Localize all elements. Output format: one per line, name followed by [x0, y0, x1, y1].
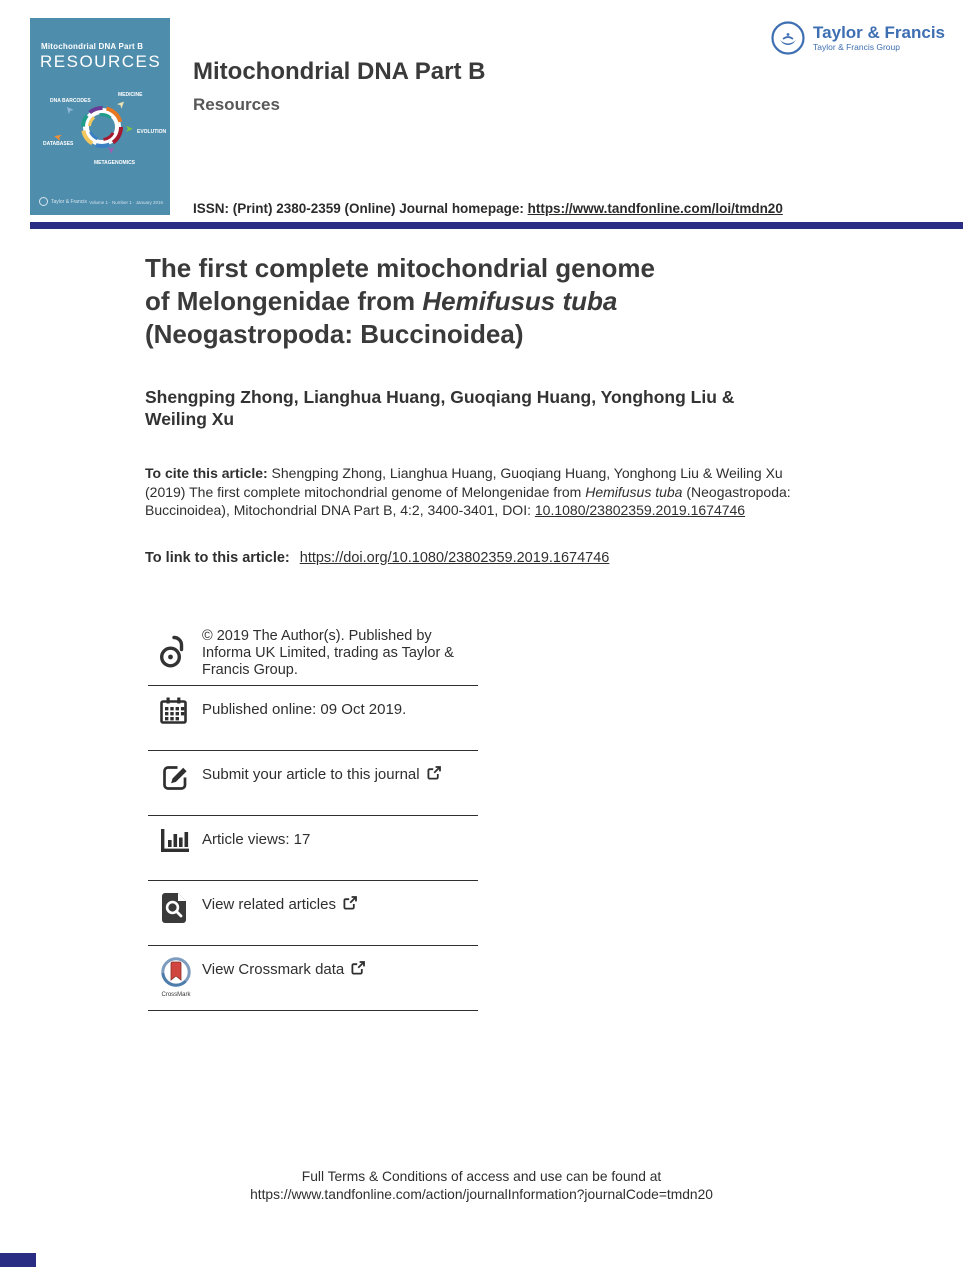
evolution-arrow-icon: ➤	[125, 124, 134, 135]
plasmid-ring-icon	[78, 103, 126, 151]
article-views-text: Article views: 17	[202, 831, 311, 848]
article-doi-link[interactable]: https://doi.org/10.1080/23802359.2019.1674746	[299, 550, 610, 566]
terms-line1: Full Terms & Conditions of access and use can be found at	[301, 1169, 662, 1184]
submit-article-link[interactable]	[202, 762, 441, 815]
cite-species: Hemifusus tuba	[585, 483, 683, 500]
ring-label-metagenomics: METAGENOMICS	[94, 160, 136, 166]
submit-article-label: Submit your article to this journal	[202, 766, 420, 783]
cover-publisher-logo-icon	[39, 197, 48, 206]
terms-footer	[0, 1168, 963, 1204]
terms-url[interactable]: https://www.tandfonline.com/action/journalInformation?journalCode=tmdn20	[250, 1187, 713, 1202]
author-list: Shengping Zhong, Lianghua Huang, Guoqiang Huang, Yonghong Liu & Weiling Xu	[145, 387, 735, 429]
ring-label-databases: DATABASES	[43, 141, 74, 147]
dna-barcodes-arrow-icon: ➤	[62, 102, 77, 117]
publisher-logo	[770, 20, 945, 56]
cite-text-1: Shengping Zhong, Lianghua Huang, Guoqiang Huang, Yonghong Liu & Weiling Xu (2019) The first complete mitochondrial genome of Melongenidae from	[145, 465, 783, 500]
external-link-icon	[343, 896, 357, 910]
crossmark-label: View Crossmark data	[202, 961, 345, 978]
copyright-notice: © 2019 The Author(s). Published by Informa UK Limited, trading as Taylor & Francis Group.	[202, 628, 454, 678]
metagenomics-arrow-icon: ➤	[105, 145, 117, 155]
ring-label-medicine: MEDICINE	[118, 92, 143, 98]
journal-subtitle: Resources	[193, 95, 280, 114]
cite-label: To cite this article:	[145, 465, 268, 481]
page-corner-bar	[0, 1253, 36, 1267]
related-articles-icon	[160, 892, 188, 923]
submit-article-icon	[160, 762, 190, 792]
cover-publisher-name: Taylor & Francis	[51, 198, 87, 205]
journal-homepage-link[interactable]: https://www.tandfonline.com/loi/tmdn20	[527, 201, 783, 216]
journal-cover-image	[30, 18, 170, 215]
published-online-text: Published online: 09 Oct 2019.	[202, 701, 407, 718]
article-title-line2: of Melongenidae from	[145, 286, 423, 316]
ring-label-dna-barcodes: DNA BARCODES	[50, 98, 91, 104]
related-articles-row[interactable]	[148, 881, 478, 946]
databases-arrow-icon: ➤	[52, 130, 64, 143]
crossmark-icon	[160, 957, 192, 989]
cover-issue-info: Volume 1 · Number 1 · January 2016	[89, 200, 163, 205]
bar-chart-icon	[160, 827, 191, 854]
article-actions-list	[148, 620, 478, 1011]
published-online-row	[148, 686, 478, 751]
citation-block	[145, 464, 800, 520]
cover-resources-line: RESOURCES	[40, 52, 162, 71]
article-title-line3: (Neogastropoda: Buccinoidea)	[145, 319, 524, 349]
link-label: To link to this article:	[145, 550, 290, 566]
ring-label-evolution: EVOLUTION	[137, 129, 167, 135]
calendar-icon	[160, 697, 187, 724]
external-link-icon	[351, 961, 365, 975]
publisher-name: Taylor & Francis	[813, 23, 945, 42]
article-views-row	[148, 816, 478, 881]
related-articles-label: View related articles	[202, 896, 336, 913]
cite-text-2: (Neogastropoda: Buccinoidea), Mitochondrial DNA Part B, 4:2, 3400-3401, DOI:	[145, 483, 791, 518]
header-divider-bar	[30, 222, 963, 229]
taylor-francis-logo-icon	[770, 20, 806, 56]
issn-line	[193, 201, 783, 216]
cover-publisher-mark	[39, 197, 87, 206]
open-access-row	[148, 620, 478, 686]
crossmark-link[interactable]	[202, 957, 365, 1010]
article-link-line	[145, 550, 609, 566]
medicine-arrow-icon: ➤	[114, 97, 129, 112]
open-access-icon	[160, 634, 187, 668]
article-title-line1: The first complete mitochondrial genome	[145, 253, 655, 283]
external-link-icon	[427, 766, 441, 780]
article-title-species: Hemifusus tuba	[422, 286, 618, 316]
submit-article-row[interactable]	[148, 751, 478, 816]
issn-text: ISSN: (Print) 2380-2359 (Online) Journal homepage:	[193, 201, 528, 216]
crossmark-caption: CrossMark	[161, 992, 191, 998]
crossmark-row[interactable]	[148, 946, 478, 1011]
related-articles-link[interactable]	[202, 892, 357, 945]
publisher-group: Taylor & Francis Group	[813, 42, 900, 52]
journal-title: Mitochondrial DNA Part B	[193, 58, 486, 85]
cover-journal-line: Mitochondrial DNA Part B	[41, 42, 144, 51]
article-title	[145, 252, 785, 351]
cite-doi-link[interactable]: 10.1080/23802359.2019.1674746	[534, 502, 746, 518]
